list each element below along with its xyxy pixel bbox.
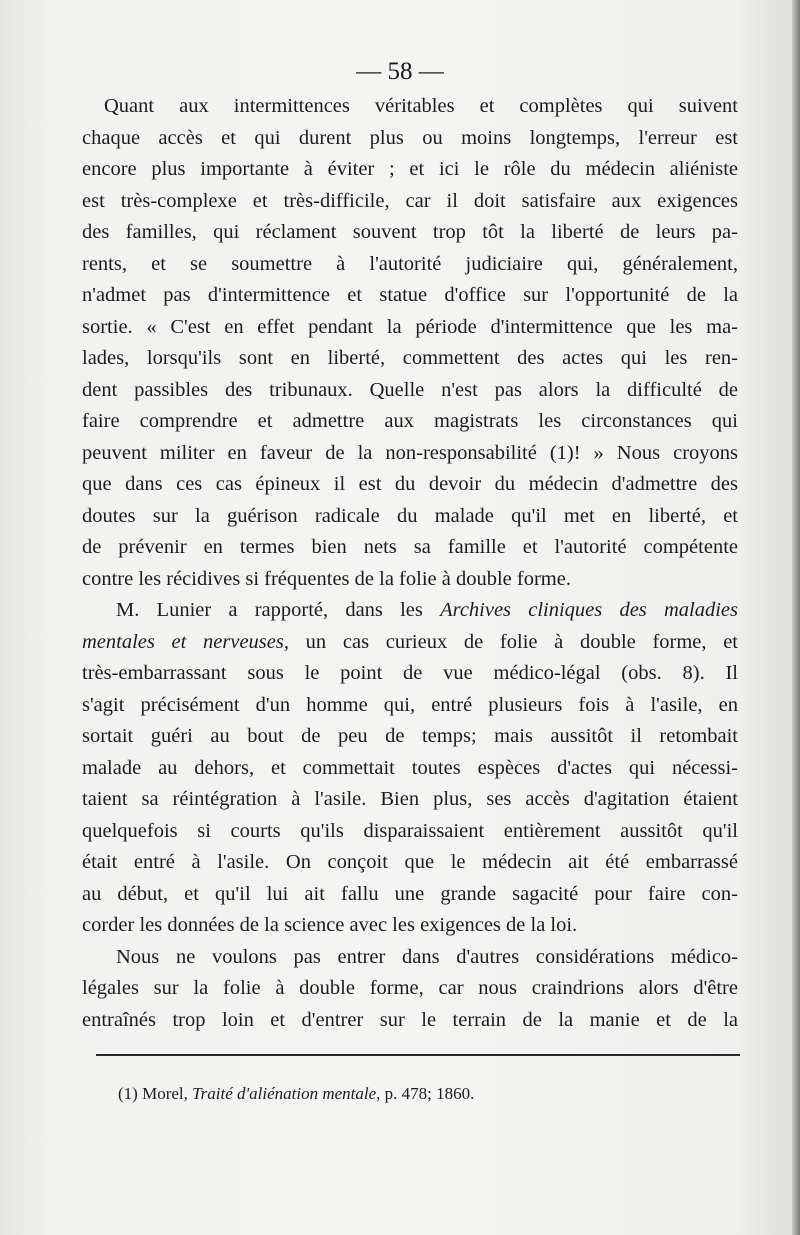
text-line: entraînés trop loin et d'entrer sur le terrain de la manie et de la — [82, 1008, 738, 1031]
text-line: faire comprendre et admettre aux magistrats les circonstances qui — [82, 410, 738, 432]
text-line: Nous ne voulons pas entrer dans d'autres considérations médico- — [116, 945, 738, 968]
text-line: Quant aux intermittences véritables et complètes qui suivent — [104, 95, 738, 117]
text-line: n'admet pas d'intermittence et statue d'office sur l'opportunité de la — [82, 284, 738, 306]
text-line: sortait guéri au bout de peu de temps; mais aussitôt il retombait — [82, 725, 738, 747]
text-line: s'agit précisément d'un homme qui, entré plusieurs fois à l'asile, en — [82, 693, 738, 716]
footnote-rule — [96, 1054, 740, 1056]
text-line: très-embarrassant sous le point de vue médico-légal (obs. 8). Il — [82, 662, 738, 684]
text-line: sortie. « C'est en effet pendant la période d'intermittence que les ma- — [82, 315, 738, 338]
text-line: encore plus importante à éviter ; et ici le rôle du médecin aliéniste — [82, 158, 738, 180]
text-line: de prévenir en termes bien nets sa famille et l'autorité compétente — [82, 536, 738, 558]
text-line: M. Lunier a rapporté, dans les Archives cliniques des maladies — [116, 599, 738, 621]
text-line: doutes sur la guérison radicale du malade qu'il met en liberté, et — [82, 504, 738, 527]
text-line: était entré à l'asile. On conçoit que le médecin ait été embarrassé — [82, 851, 738, 873]
text-line: rents, et se soumettre à l'autorité judiciaire qui, généralement, — [82, 252, 738, 275]
body-text — [82, 91, 738, 1036]
page-number: — 58 — — [356, 58, 444, 85]
text-line: est très-complexe et très-difficile, car il doit satisfaire aux exigences — [82, 189, 738, 212]
text-line: peuvent militer en faveur de la non-responsabilité (1)! » Nous croyons — [82, 441, 738, 464]
text-line: corder les données de la science avec les exigences de la loi. — [82, 914, 578, 936]
text-line: contre les récidives si fréquentes de la folie à double forme. — [82, 567, 571, 590]
text-line: légales sur la folie à double forme, car nous craindrions alors d'être — [82, 977, 738, 999]
text-line: lades, lorsqu'ils sont en liberté, commettent des actes qui les ren- — [82, 347, 738, 369]
text-line: chaque accès et qui durent plus ou moins longtemps, l'erreur est — [82, 126, 738, 149]
text-line: mentales et nerveuses, un cas curieux de folie à double forme, et — [82, 630, 738, 653]
text-line: quelquefois si courts qu'ils disparaissaient entièrement aussitôt qu'il — [82, 819, 738, 842]
page-edge-shadow — [792, 0, 800, 1235]
text-line: dent passibles des tribunaux. Quelle n'est pas alors la difficulté de — [82, 378, 738, 401]
text-line: que dans ces cas épineux il est du devoir du médecin d'admettre des — [82, 473, 738, 495]
text-line: des familles, qui réclament souvent trop tôt la liberté de leurs pa- — [82, 221, 738, 243]
text-line: taient sa réintégration à l'asile. Bien plus, ses accès d'agitation étaient — [82, 788, 738, 810]
text-line: malade au dehors, et commettait toutes espèces d'actes qui nécessi- — [82, 756, 738, 779]
footnote: (1) Morel, Traité d'aliénation mentale, p. 478; 1860. — [118, 1084, 475, 1103]
text-line: au début, et qu'il lui ait fallu une grande sagacité pour faire con- — [82, 882, 738, 905]
